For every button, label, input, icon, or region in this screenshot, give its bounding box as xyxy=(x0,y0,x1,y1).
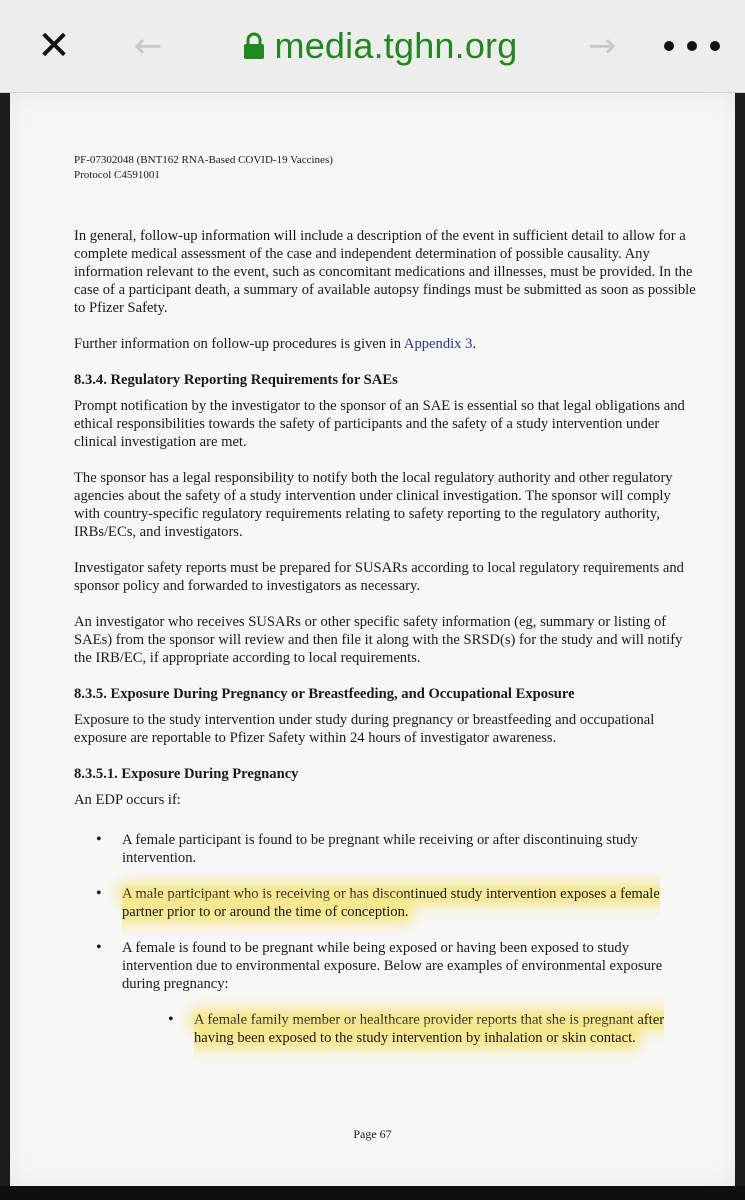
more-dot xyxy=(710,41,720,51)
more-dot xyxy=(664,41,674,51)
address-bar[interactable] xyxy=(220,22,540,70)
forward-arrow-icon[interactable]: → xyxy=(587,26,617,66)
header-protocol: Protocol C4591001 xyxy=(74,169,160,181)
paragraph-8-3-4-4: An investigator who receives SUSARs or other specific safety information (eg, summary or listing of SAEs) from the sponsor will review and then file it along with the SRSD(s) for the study and will notify the IRB/EC, if appropriate according to local requirements. xyxy=(74,614,683,666)
more-dot xyxy=(687,41,697,51)
back-arrow-icon[interactable]: ← xyxy=(133,26,163,66)
paragraph-further-info xyxy=(74,335,696,353)
document-header xyxy=(74,153,696,183)
highlighted-bullet-text: A male participant who is receiving or has discontinued study intervention exposes a female partner prior to or around the time of conception. xyxy=(122,886,660,920)
bullet-text: A female participant is found to be pregnant while receiving or after discontinuing study intervention. xyxy=(122,832,638,866)
bullet-text: A female is found to be pregnant while being exposed or having been exposed to study intervention due to environmental exposure. Below are examples of environmental exposure during pregnancy: xyxy=(122,940,663,992)
edp-list xyxy=(74,831,696,1047)
edp-intro: An EDP occurs if: xyxy=(74,792,181,808)
pdf-page xyxy=(10,93,735,1186)
highlighted-sub-bullet-text: A female family member or healthcare provider reports that she is pregnant after having been exposed to the study intervention by inhalation or skin contact. xyxy=(194,1012,665,1046)
heading-8-3-5-1: 8.3.5.1. Exposure During Pregnancy xyxy=(74,766,299,782)
lock-icon xyxy=(243,32,265,60)
paragraph-followup: In general, follow-up information will include a description of the event in sufficient detail to allow for a complete medical assessment of the case and independent determination of possible causality. Any information relevant to the event, such as concomitant medications and illnesses, must be provided. In the case of a participant death, a summary of available autopsy findings must be submitted as soon as possible to Pfizer Safety. xyxy=(74,228,696,316)
document-body xyxy=(74,153,696,1065)
more-options-icon[interactable] xyxy=(664,28,720,64)
paragraph-8-3-5: Exposure to the study intervention under study during pregnancy or breastfeeding and occupational exposure are reportable to Pfizer Safety within 24 hours of investigator awareness. xyxy=(74,712,655,746)
bottom-bar xyxy=(0,1186,745,1200)
page-number: Page 67 xyxy=(353,1127,392,1141)
paragraph-8-3-4-1: Prompt notification by the investigator to the sponsor of an SAE is essential so that legal obligations and ethical responsibilities towards the safety of participants and the safety of a study intervention under clinical investigation are met. xyxy=(74,398,685,450)
list-item xyxy=(74,939,696,1047)
appendix-link[interactable]: Appendix 3 xyxy=(403,336,473,352)
heading-8-3-5: 8.3.5. Exposure During Pregnancy or Breastfeeding, and Occupational Exposure xyxy=(74,686,575,702)
browser-toolbar xyxy=(0,0,745,93)
list-item xyxy=(74,831,696,867)
sub-list xyxy=(122,1011,696,1047)
heading-8-3-4: 8.3.4. Regulatory Reporting Requirements for SAEs xyxy=(74,372,398,388)
further-info-text: Further information on follow-up procedures is given in xyxy=(74,336,404,352)
further-info-period: . xyxy=(472,336,477,352)
close-icon[interactable]: ✕ xyxy=(37,23,71,69)
header-title: PF-07302048 (BNT162 RNA-Based COVID-19 Vaccines) xyxy=(74,154,333,166)
paragraph-8-3-4-3: Investigator safety reports must be prepared for SUSARs according to local regulatory requirements and sponsor policy and forwarded to investigators as necessary. xyxy=(74,560,684,594)
sub-list-item xyxy=(122,1011,696,1047)
url-text: media.tghn.org xyxy=(274,25,518,66)
list-item xyxy=(74,885,696,921)
paragraph-8-3-4-2: The sponsor has a legal responsibility to notify both the local regulatory authority and other regulatory agencies about the safety of a study intervention under clinical investigation. The sponsor will comply with country-specific regulatory requirements relating to safety reporting to the regulatory authority, IRBs/ECs, and investigators. xyxy=(74,470,673,540)
